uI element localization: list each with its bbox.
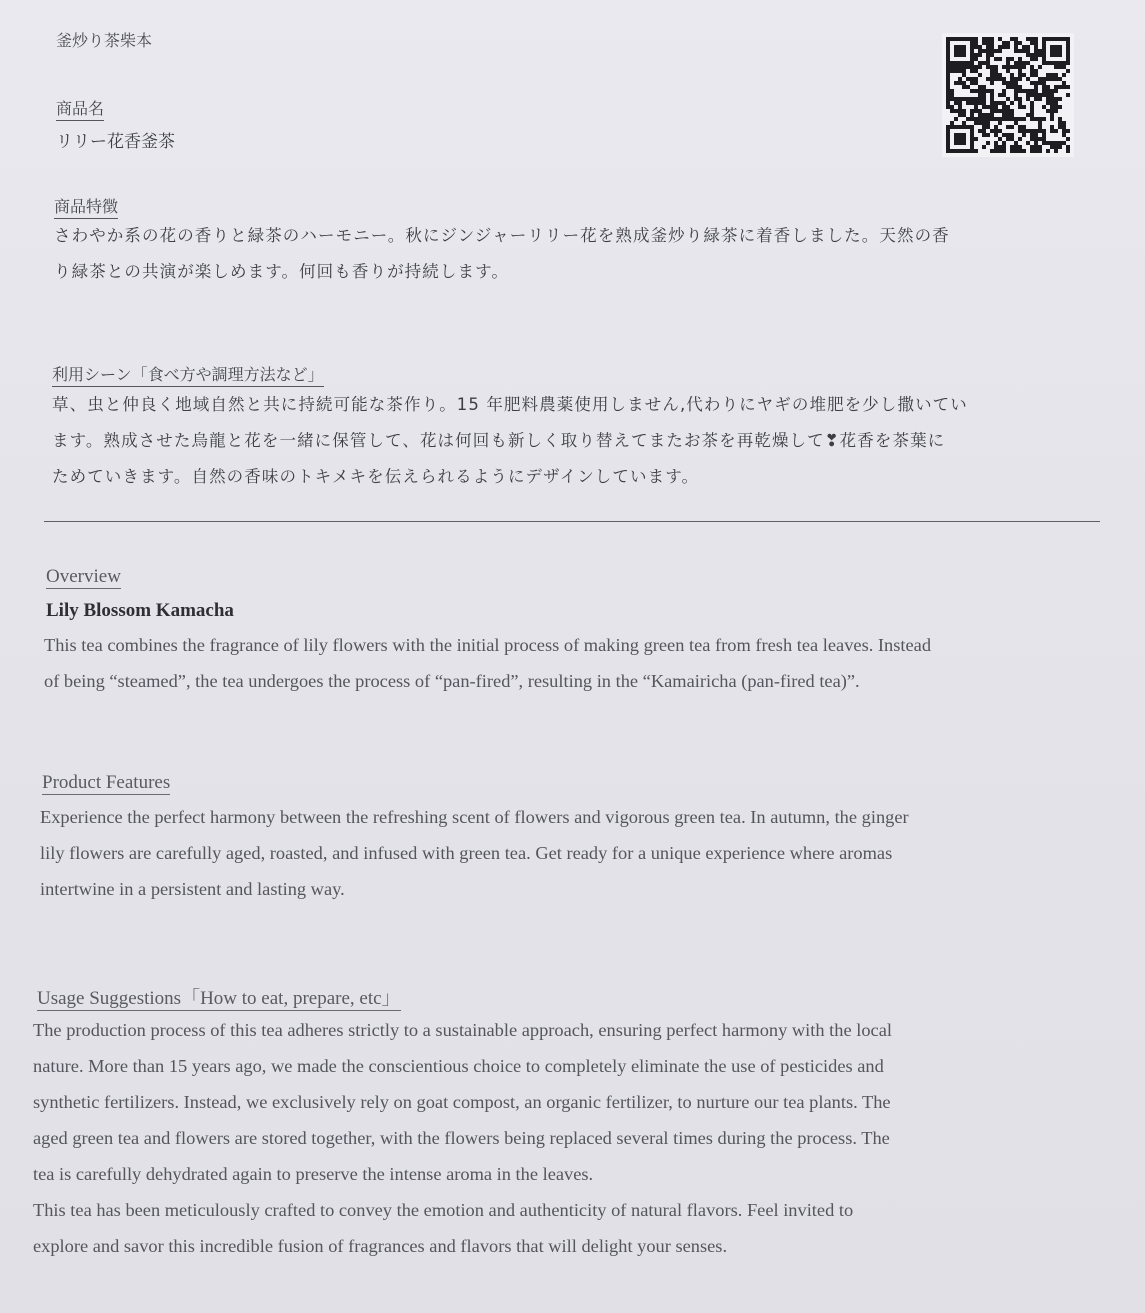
overview-text <box>44 627 1124 699</box>
usage-jp-text <box>52 387 1102 495</box>
product-features-text <box>40 799 1125 907</box>
usage-jp-line: ためていきます。自然の香味のトキメキを伝えられるようにデザインしています。 <box>52 467 700 486</box>
features-jp-line: り緑茶との共演が楽しめます。何回も香りが持続します。 <box>54 262 509 281</box>
product-features-line: lily flowers are carefully aged, roasted, and infused with green tea. Get ready for a unique experience where aromas <box>40 843 893 863</box>
product-features-line: Experience the perfect harmony between the refreshing scent of flowers and vigorous green tea. In autumn, the ginger <box>40 807 909 827</box>
usage-en-line: explore and savor this incredible fusion of fragrances and flavors that will delight your senses. <box>33 1236 728 1256</box>
usage-en-line: This tea has been meticulously crafted to convey the emotion and authenticity of natural flavors. Feel invited to <box>33 1200 854 1220</box>
qr-code-icon <box>942 33 1074 157</box>
overview-title: Lily Blossom Kamacha <box>46 600 234 621</box>
product-features-label: Product Features <box>42 772 171 793</box>
usage-en-line: nature. More than 15 years ago, we made the conscientious choice to completely eliminate the use of pesticides and <box>33 1056 884 1076</box>
usage-jp-line: ます。熟成させた烏龍と花を一緒に保管して、花は何回も新しく取り替えてまたお茶を再乾燥して❣花香を茶葉に <box>52 431 946 450</box>
features-jp-line: さわやか系の花の香りと緑茶のハーモニー。秋にジンジャーリリー花を熟成釜炒り緑茶に着香しました。天然の香 <box>54 226 950 245</box>
usage-jp-label: 利用シーン「食べ方や調理方法など」 <box>52 362 324 387</box>
overview-line: This tea combines the fragrance of lily flowers with the initial process of making green tea from fresh tea leaves. Instead <box>44 635 932 655</box>
usage-en-line: The production process of this tea adheres strictly to a sustainable approach, ensuring perfect harmony with the local <box>33 1020 892 1040</box>
usage-en-line: synthetic fertilizers. Instead, we exclusively rely on goat compost, an organic fertilizer, to nurture our tea plants. The <box>33 1092 891 1112</box>
usage-en-line: aged green tea and flowers are stored together, with the flowers being replaced several times during the process. The <box>33 1128 890 1148</box>
company-name: 釜炒り茶柴本 <box>56 31 153 50</box>
usage-en-text <box>33 1012 1128 1264</box>
usage-en-label: Usage Suggestions「How to eat, prepare, etc」 <box>37 983 401 1011</box>
features-jp-label: 商品特徴 <box>54 194 118 219</box>
product-name-value: リリー花香釜茶 <box>56 132 175 152</box>
product-features-line: intertwine in a persistent and lasting way. <box>40 879 345 899</box>
usage-en-line: tea is carefully dehydrated again to preserve the intense aroma in the leaves. <box>33 1164 594 1184</box>
features-jp-text <box>54 218 1104 290</box>
usage-jp-line: 草、虫と仲良く地域自然と共に持続可能な茶作り。15 年肥料農薬使用しません,代わりにヤギの堆肥を少し撒いてい <box>52 395 968 414</box>
overview-line: of being “steamed”, the tea undergoes the process of “pan-fired”, resulting in the “Kamairicha (pan-fired tea)”. <box>44 671 860 691</box>
product-name-label: 商品名 <box>56 96 104 121</box>
overview-label: Overview <box>46 566 121 587</box>
section-divider <box>44 521 1100 522</box>
